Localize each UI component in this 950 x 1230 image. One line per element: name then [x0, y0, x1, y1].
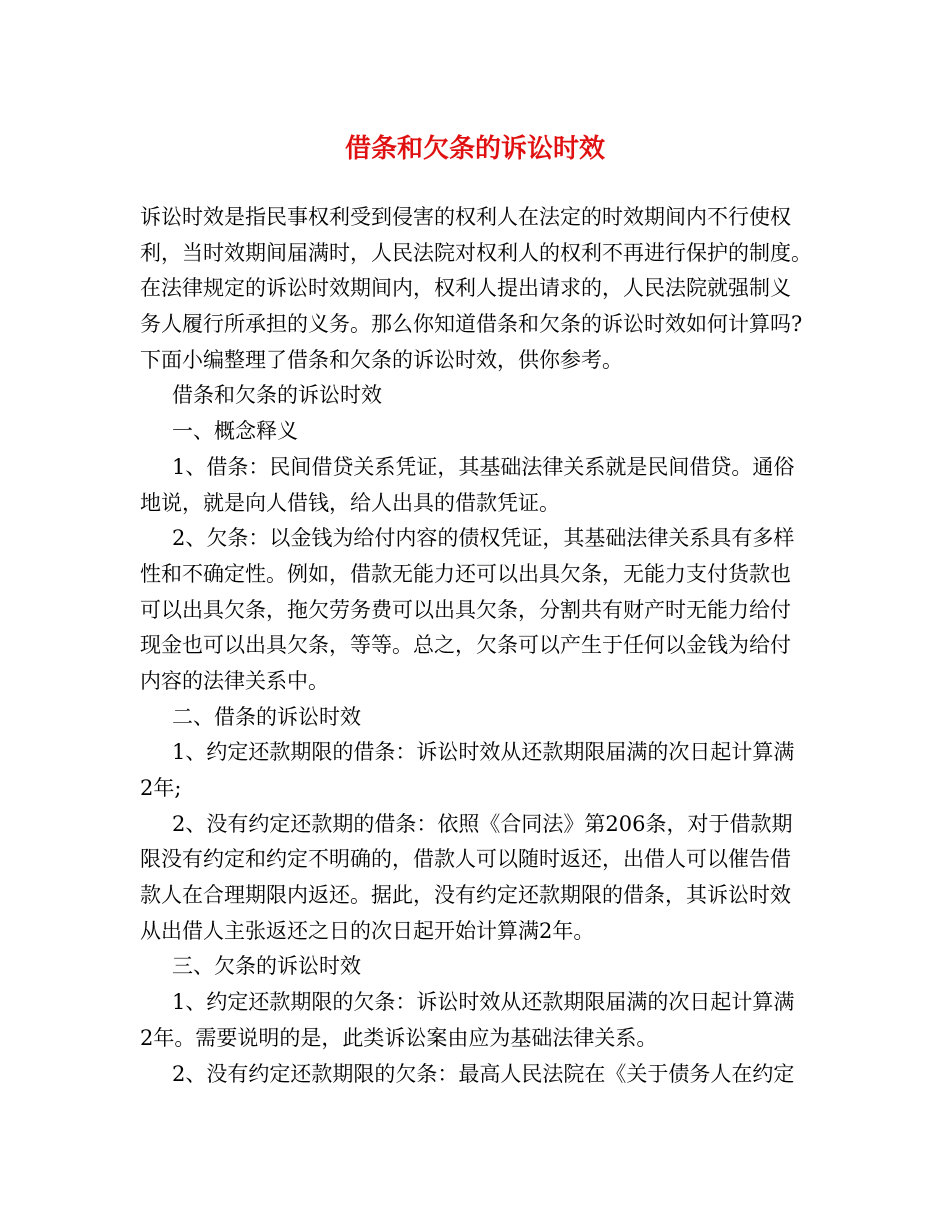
- body-line: 三、欠条的诉讼时效: [172, 954, 361, 979]
- body-line: 一、概念释义: [172, 419, 298, 444]
- body-line: 性和不确定性。例如，借款无能力还可以出具欠条，无能力支付货款也: [140, 561, 791, 586]
- body-line: 现金也可以出具欠条，等等。总之，欠条可以产生于任何以金钱为给付: [140, 633, 791, 658]
- document-title: 借条和欠条的诉讼时效: [344, 134, 605, 164]
- body-line: 下面小编整理了借条和欠条的诉讼时效，供你参考。: [140, 347, 623, 372]
- document-body: [140, 200, 816, 1092]
- body-line: 内容的法律关系中。: [140, 668, 329, 693]
- body-line: 务人履行所承担的义务。那么你知道借条和欠条的诉讼时效如何计算吗?: [140, 312, 803, 337]
- body-line: 2、欠条：以金钱为给付内容的债权凭证，其基础法律关系具有多样: [172, 526, 795, 551]
- body-line: 借条和欠条的诉讼时效: [172, 383, 382, 408]
- body-line: 2、没有约定还款期限的欠条：最高人民法院在《关于债务人在约定: [172, 1061, 795, 1086]
- body-line: 款人在合理期限内返还。据此，没有约定还款期限的借条，其诉讼时效: [140, 883, 791, 908]
- body-line: 2年。需要说明的是，此类诉讼案由应为基础法律关系。: [140, 1025, 658, 1050]
- body-line: 1、约定还款期限的欠条：诉讼时效从还款期限届满的次日起计算满: [172, 990, 795, 1015]
- body-line: 可以出具欠条，拖欠劳务费可以出具欠条，分割共有财产时无能力给付: [140, 597, 791, 622]
- body-line: 2、没有约定还款期的借条：依照《合同法》第206条，对于借款期: [172, 811, 793, 836]
- body-line: 1、约定还款期限的借条：诉讼时效从还款期限届满的次日起计算满: [172, 740, 795, 765]
- body-line: 利，当时效期间届满时，人民法院对权利人的权利不再进行保护的制度。: [140, 240, 812, 265]
- body-line: 二、借条的诉讼时效: [172, 704, 361, 729]
- body-line: 在法律规定的诉讼时效期间内，权利人提出请求的，人民法院就强制义: [140, 276, 791, 301]
- body-line: 限没有约定和约定不明确的，借款人可以随时返还，出借人可以催告借: [140, 847, 791, 872]
- body-line: 地说，就是向人借钱，给人出具的借款凭证。: [140, 490, 560, 515]
- body-line: 2年;: [140, 776, 182, 800]
- body-line: 从出借人主张返还之日的次日起开始计算满2年。: [140, 918, 595, 943]
- body-line: 诉讼时效是指民事权利受到侵害的权利人在法定的时效期间内不行使权: [140, 205, 791, 229]
- body-line: 1、借条：民间借贷关系凭证，其基础法律关系就是民间借贷。通俗: [172, 454, 795, 479]
